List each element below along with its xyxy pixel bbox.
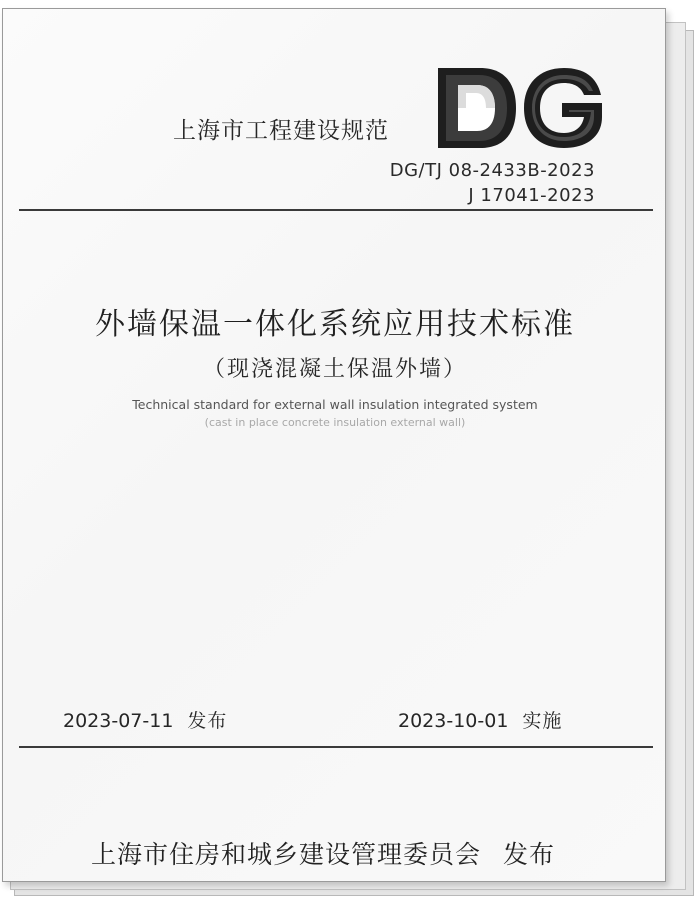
issuer-line — [91, 835, 555, 871]
effective-date: 2023-10-01 — [398, 710, 509, 732]
issue-label: 发布 — [187, 710, 228, 732]
logo-letter-d — [438, 68, 516, 148]
effective-label: 实施 — [522, 710, 563, 732]
issuer-action: 发布 — [503, 840, 556, 869]
standard-code: DG/TJ 08-2433B-2023 — [389, 160, 595, 181]
record-code: J 17041-2023 — [468, 185, 595, 206]
english-title: Technical standard for external wall insulation integrated system — [132, 397, 538, 412]
main-title: 外墙保温一体化系统应用技术标准 — [95, 307, 575, 342]
issue-date: 2023-07-11 — [63, 710, 174, 732]
english-subtitle: (cast in place concrete insulation external wall) — [204, 416, 466, 429]
header-divider — [19, 209, 653, 211]
book-cover — [2, 8, 666, 882]
dg-logo-icon — [436, 65, 606, 151]
logo-letter-g — [524, 68, 602, 148]
issuer-name: 上海市住房和城乡建设管理委员会 — [91, 840, 482, 869]
series-title: 上海市工程建设规范 — [173, 118, 389, 144]
issue-date-block — [63, 706, 227, 733]
sub-title: （现浇混凝土保温外墙） — [202, 357, 467, 382]
footer-divider — [19, 746, 653, 748]
effective-date-block — [398, 706, 562, 733]
